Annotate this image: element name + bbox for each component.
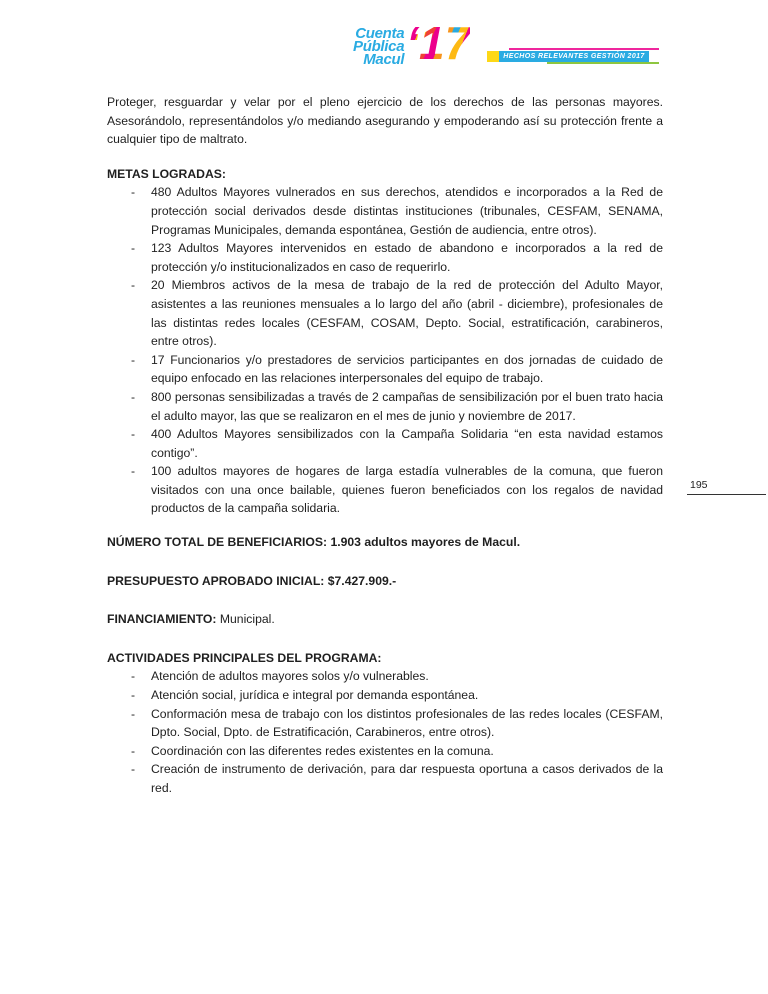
activity-item-text: Coordinación con las diferentes redes existentes en la comuna. [151, 743, 494, 758]
hechos-relevantes-banner [487, 47, 655, 64]
logo-year-17: ‘17 [406, 17, 471, 69]
financiamiento-line [107, 610, 663, 629]
dash-marker: - [131, 669, 136, 684]
activity-item [107, 705, 663, 742]
activity-item [107, 686, 663, 705]
metas-list [107, 183, 663, 518]
meta-item [107, 276, 663, 350]
dash-marker: - [131, 464, 136, 479]
dash-marker: - [131, 427, 136, 442]
logo-word-macul: Macul [363, 51, 405, 68]
page-number: 195 [687, 479, 766, 495]
meta-item [107, 388, 663, 425]
meta-item [107, 462, 663, 518]
meta-item-text: 100 adultos mayores de hogares de larga estadía vulnerables de la comuna, que fueron visitados con una once bailable, quienes fueron beneficiados con los regalos de navidad productos de la campaña solidaria. [151, 464, 663, 516]
banner-blue-bar [499, 51, 649, 62]
actividades-heading: ACTIVIDADES PRINCIPALES DEL PROGRAMA: [107, 650, 382, 665]
activity-item-text: Creación de instrumento de derivación, para dar respuesta oportuna a casos derivados de la red. [151, 762, 663, 795]
dash-marker: - [131, 762, 136, 777]
dash-marker: - [131, 389, 136, 404]
meta-item [107, 183, 663, 239]
actividades-list [107, 667, 663, 797]
logo-word-cuenta: Cuenta [355, 25, 405, 42]
banner-text: HECHOS RELEVANTES GESTIÓN 2017 [503, 53, 645, 60]
dash-marker: - [131, 706, 136, 721]
metas-logradas-heading: METAS LOGRADAS: [107, 166, 226, 181]
activity-item-text: Atención de adultos mayores solos y/o vulnerables. [151, 669, 429, 684]
intro-paragraph: Proteger, resguardar y velar por el pleno ejercicio de los derechos de las personas mayores. Asesorándolo, representándolos y/o mediando asegurando y empoderando así su protección frente a cualquier tipo de maltrato. [107, 95, 663, 147]
meta-item [107, 351, 663, 388]
presupuesto-line: PRESUPUESTO APROBADO INICIAL: $7.427.909.- [107, 573, 397, 588]
activity-item [107, 667, 663, 686]
meta-item [107, 425, 663, 462]
dash-marker: - [131, 352, 136, 367]
logo-wordmark [353, 22, 404, 66]
activity-item [107, 742, 663, 761]
dash-marker: - [131, 185, 136, 200]
meta-item-text: 480 Adultos Mayores vulnerados en sus derechos, atendidos e incorporados a la Red de protección social derivados desde distintas instituciones (tribunales, CESFAM, SENAMA, Programas Municipales, demanda espontánea, Gestión de audiencia, entre otros). [151, 185, 663, 237]
cuenta-publica-logo [353, 17, 471, 69]
activity-item-text: Conformación mesa de trabajo con los distintos profesionales de las redes locales (CESFAM, Dpto. Social, Dpto. de Estratificación, Carabineros, entre otros). [151, 706, 663, 740]
document-body [107, 93, 663, 798]
logo-word-publica: Pública [353, 38, 405, 55]
financiamiento-value: Municipal. [216, 612, 275, 627]
dash-marker: - [131, 743, 136, 758]
banner-pink-stripe [509, 48, 659, 50]
meta-item-text: 20 Miembros activos de la mesa de trabajo de la red de protección del Adulto Mayor, asistentes a las reuniones mensuales a lo largo del año (abril - diciembre), profesionales de las distintas redes locales (CESFAM, COSAM, Depto. Social, estratificación, carabineros, entre otros). [151, 278, 663, 349]
banner-green-stripe [547, 62, 659, 64]
activity-item [107, 760, 663, 797]
meta-item [107, 239, 663, 276]
activity-item-text: Atención social, jurídica e integral por demanda espontánea. [151, 688, 479, 703]
dash-marker: - [131, 241, 136, 256]
meta-item-text: 123 Adultos Mayores intervenidos en estado de abandono e incorporados a la red de protección y/o institucionalizados en caso de requerirlo. [151, 241, 663, 274]
meta-item-text: 800 personas sensibilizadas a través de 2 campañas de sensibilización por el buen trato hacia el adulto mayor, las que se realizaron en el mes de junio y noviembre de 2017. [151, 389, 663, 423]
dash-marker: - [131, 688, 136, 703]
dash-marker: - [131, 278, 136, 293]
meta-item-text: 17 Funcionarios y/o prestadores de servicios participantes en dos jornadas de cuidado de equipo enfocado en las relaciones interpersonales del equipo de trabajo. [151, 352, 663, 386]
beneficiarios-line: NÚMERO TOTAL DE BENEFICIARIOS: 1.903 adultos mayores de Macul. [107, 535, 521, 550]
meta-item-text: 400 Adultos Mayores sensibilizados con la Campaña Solidaria “en esta navidad estamos contigo”. [151, 427, 663, 460]
financiamiento-label: FINANCIAMIENTO: [107, 612, 217, 627]
